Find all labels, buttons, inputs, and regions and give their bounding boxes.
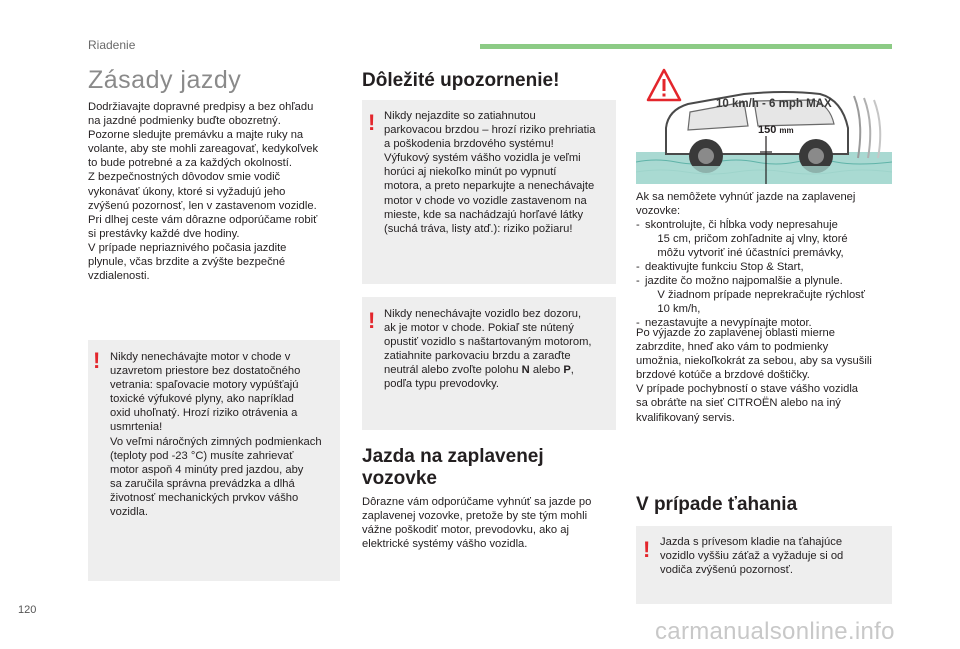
speed-limit-label: 10 km/h - 6 mph MAX [716,98,832,110]
list-item-text: skontrolujte, či hĺbka vody nepresahuje 15 cm, pričom zohľadnite aj vlny, ktoré môžu vytvoriť iné účastníci premávky, [645,219,848,260]
list-item [636,260,898,274]
flood-instructions-list [636,218,898,330]
heading-flooded-road: Jazda na zaplavenej vozovke [362,446,544,489]
list-item-text: deaktivujte funkciu Stop & Start, [645,261,804,273]
page-number: 120 [18,604,37,616]
warning-text: Jazda s prívesom kladie na ťahajúce vozidlo vyššiu záťaž a vyžaduje si od vodiča zvýšenú pozornosť. [660,536,844,577]
list-item [636,218,898,260]
car-wheel-hub [808,148,824,164]
warning-exclamation-icon: ! [368,110,376,135]
warning-box-parking-brake [362,100,616,284]
warning-exclamation-icon: ! [368,308,376,333]
gear-p-label: P [563,364,571,377]
flood-outro-text: Po výjazde zo zaplavenej oblasti mierne zabrzdite, hneď ako vám to podmienky umožnia, niekoľkokrát za sebou, aby sa vysušili brzdové kotúče a brzdové doštičky. V prípade pochybností o stave vášho vozidla sa obráťte na sieť CITROËN alebo na iný kvalifikovaný servis. [636,327,872,424]
header-accent-bar [480,44,892,49]
warning-exclamation-icon: ! [643,537,651,562]
depth-label [758,124,794,136]
flooded-road-paragraph: Dôrazne vám odporúčame vyhnúť sa jazde po zaplavenej vozovke, pretože by ste tým mohli vážne poškodiť motor, prevodovku, ako aj elektrické systémy vášho vozidla. [362,496,592,551]
warning-exclamation-icon: ! [93,348,101,373]
warning-text-part: alebo [529,364,564,377]
list-item [636,274,898,316]
warning-triangle-mark [663,79,666,91]
gear-n-label: N [521,364,530,377]
heading-driving-rules: Zásady jazdy [88,66,242,94]
flood-intro-text: Ak sa nemôžete vyhnúť jazde na zaplavenej vozovke: [636,191,856,218]
list-dash: - [636,317,640,329]
heading-towing: V prípade ťahania [636,494,798,515]
motion-line [874,100,880,158]
driving-rules-paragraph: Dodržiavajte dopravné predpisy a bez ohľadu na jazdné podmienky buďte obozretný. Pozorne sledujte premávku a majte ruky na volante, aby ste mohli zareagovať, kedykoľvek to bude potrebné a za každých okolností. Z bezpečnostných dôvodov smie vodič vykonávať úkony, ktoré si vyžadujú jeho zvýšenú pozornosť, len v zastavenom vozidle. Pri dlhej ceste vám dôrazne odporúčame robiť si prestávky každé dve hodiny. V prípade nepriaznivého počasia jazdite plynule, včas brzdite a zvýšte bezpečné vzdialenosti. [88,101,319,283]
heading-important-notice: Dôležité upozornenie! [362,70,560,91]
motion-line [854,96,860,158]
warning-triangle-mark [663,94,666,97]
section-title: Riadenie [88,38,136,52]
motion-line [864,98,870,158]
warning-text-part: , podľa typu prevodovky. [384,364,574,391]
list-dash: - [636,275,640,287]
list-item-text: nezastavujte a nevypínajte motor. [645,317,812,329]
flooded-road-illustration [636,66,892,184]
water-overlay [636,166,892,184]
watermark: carmanualsonline.info [655,618,895,645]
list-item-text: jazdite čo možno najpomalšie a plynule. V žiadnom prípade neprekračujte rýchlosť 10 km/h, [645,275,865,316]
depth-value: 150 [758,124,777,136]
warning-text [384,307,616,392]
list-dash: - [636,219,640,231]
warning-text-part: Nikdy nenechávajte vozidlo bez dozoru, ak je motor v chode. Pokiaľ ste nútený opustiť vozidlo s naštartovaným motorom, zatiahnite parkovaciu brzdu a zaraďte neutrál alebo zvoľte polohu [384,308,592,377]
warning-box-engine-enclosed [88,340,340,581]
list-dash: - [636,261,640,273]
depth-unit: mm [779,126,794,135]
warning-text: Nikdy nenechávajte motor v chode v uzavretom priestore bez dostatočného vetrania: spaľovacie motory vypúšťajú toxické výfukové plyny, ako napríklad oxid uhoľnatý. Hrozí riziko otrávenia a usmrtenia! Vo veľmi náročných zimných podmienkach (teploty pod -23 °C) musíte zahrievať motor aspoň 4 minúty pred jazdou, aby sa zaručila správna prevádzka a dlhá životnosť mechanických prvkov vášho vozidla. [110,351,322,519]
car-wheel-hub [698,148,714,164]
warning-box-unattended-vehicle [362,297,616,430]
warning-text: Nikdy nejazdite so zatiahnutou parkovacou brzdou – hrozí riziko prehriatia a poškodenia brzdového systému! Výfukový systém vášho vozidla je veľmi horúci aj niekoľko minút po vypnutí motora, a preto neparkujte a nenechávajte motor v chode vo vozidle zastavenom na mieste, kde sa nachádzajú horľavé látky (suchá tráva, listy atď.): riziko požiaru! [384,110,596,235]
warning-box-towing [636,526,892,604]
